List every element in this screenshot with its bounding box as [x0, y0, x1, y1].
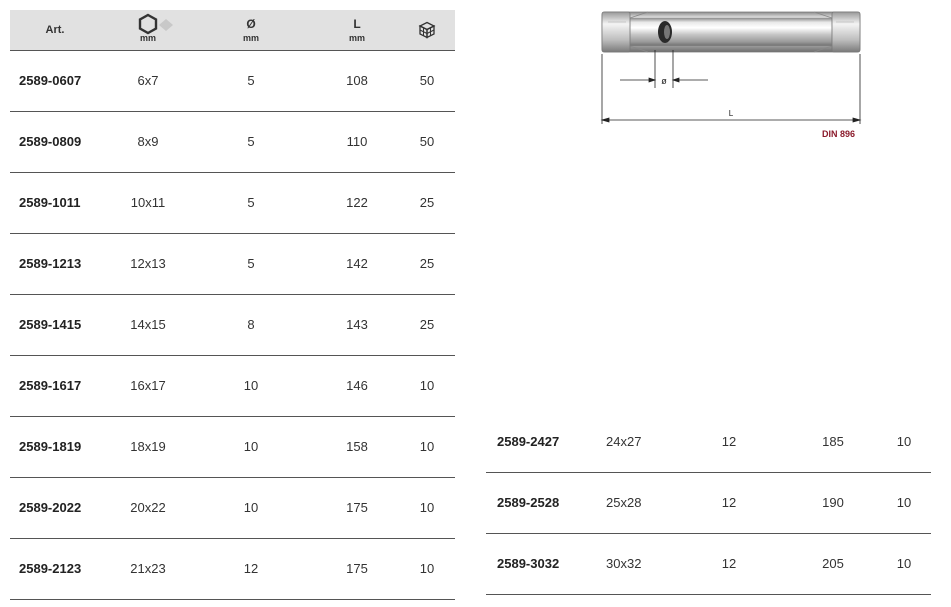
length-cell: 110 [346, 134, 368, 149]
pack-quantity-cell: 10 [419, 561, 435, 576]
table-row [486, 534, 931, 595]
tubular-box-wrench-drawing [590, 0, 880, 150]
header-hex-size: mm [113, 10, 183, 50]
length-cell: 175 [346, 561, 368, 576]
table-row [10, 478, 455, 539]
article-number-cell: 2589-2528 [497, 495, 560, 510]
hex-size-cell: 14x15 [130, 317, 166, 332]
pack-quantity-cell: 10 [419, 439, 435, 454]
diameter-cell: 12 [721, 495, 737, 510]
length-cell: 146 [346, 378, 368, 393]
diameter-cell: 5 [247, 73, 255, 88]
hex-size-cell: 16x17 [130, 378, 166, 393]
table-row [10, 356, 455, 417]
length-cell: 190 [822, 495, 844, 510]
length-label: L [728, 109, 734, 118]
table-row [486, 412, 931, 473]
diameter-cell: 5 [247, 195, 255, 210]
diameter-cell: 10 [243, 500, 259, 515]
table-row [10, 539, 455, 600]
pack-quantity-cell: 25 [419, 256, 435, 271]
length-cell: 108 [346, 73, 368, 88]
diameter-cell: 10 [243, 439, 259, 454]
article-number-cell: 2589-1011 [19, 195, 81, 210]
hex-size-cell: 21x23 [130, 561, 166, 576]
table-row [10, 295, 455, 356]
spec-table-left [10, 10, 455, 600]
hex-size-cell: 10x11 [130, 195, 166, 210]
box-icon [418, 21, 436, 39]
pack-quantity-cell: 10 [896, 556, 912, 571]
table-body [10, 51, 455, 600]
article-number-cell: 2589-0809 [19, 134, 82, 149]
diameter-cell: 8 [247, 317, 255, 332]
hex-size-cell: 30x32 [606, 556, 642, 571]
header-length: L mm [348, 17, 365, 43]
hex-size-cell: 12x13 [130, 256, 166, 271]
header-art: Art. [45, 24, 65, 36]
article-number-cell: 2589-1213 [19, 256, 82, 271]
length-cell: 205 [822, 556, 844, 571]
length-cell: 122 [346, 195, 368, 210]
pack-quantity-cell: 10 [896, 495, 912, 510]
table-row [10, 51, 455, 112]
pack-quantity-cell: 10 [419, 378, 435, 393]
length-cell: 185 [822, 434, 844, 449]
pack-quantity-cell: 50 [419, 73, 435, 88]
diameter-cell: 5 [247, 134, 255, 149]
table-header [10, 10, 455, 51]
table-body [486, 412, 931, 595]
pack-quantity-cell: 10 [419, 500, 435, 515]
pack-quantity-cell: 25 [419, 317, 435, 332]
article-number-cell: 2589-2022 [19, 500, 82, 515]
header-diameter: Ø mm [242, 17, 259, 43]
article-number-cell: 2589-2427 [497, 434, 560, 449]
hex-size-cell: 6x7 [137, 73, 159, 88]
length-cell: 142 [346, 256, 368, 271]
diameter-cell: 5 [247, 256, 255, 271]
table-row [10, 417, 455, 478]
diameter-cell: 10 [243, 378, 259, 393]
table-row [10, 173, 455, 234]
pack-quantity-cell: 25 [419, 195, 435, 210]
diameter-cell: 12 [721, 556, 737, 571]
hex-size-cell: 18x19 [130, 439, 166, 454]
article-number-cell: 2589-2123 [19, 561, 82, 576]
article-number-cell: 2589-0607 [19, 73, 82, 88]
article-number-cell: 2589-3032 [497, 556, 560, 571]
pack-quantity-cell: 10 [896, 434, 912, 449]
wrench-body [602, 12, 860, 52]
hex-size-cell: 25x28 [606, 495, 642, 510]
length-cell: 143 [346, 317, 368, 332]
diameter-label: ø [661, 76, 667, 86]
table-row [10, 234, 455, 295]
hex-size-cell: 20x22 [130, 500, 166, 515]
table-row [486, 473, 931, 534]
length-cell: 175 [346, 500, 368, 515]
hex-size-cell: 24x27 [606, 434, 642, 449]
article-number-cell: 2589-1415 [19, 317, 82, 332]
table-row [10, 112, 455, 173]
length-cell: 158 [346, 439, 368, 454]
diameter-cell: 12 [721, 434, 737, 449]
article-number-cell: 2589-1819 [19, 439, 82, 454]
pack-quantity-cell: 50 [419, 134, 435, 149]
article-number-cell: 2589-1617 [19, 378, 82, 393]
hex-size-cell: 8x9 [137, 134, 159, 149]
diameter-cell: 12 [243, 561, 259, 576]
spec-table-right [486, 412, 931, 595]
header-pack [407, 10, 447, 50]
standard-label: DIN 896 [822, 129, 856, 139]
